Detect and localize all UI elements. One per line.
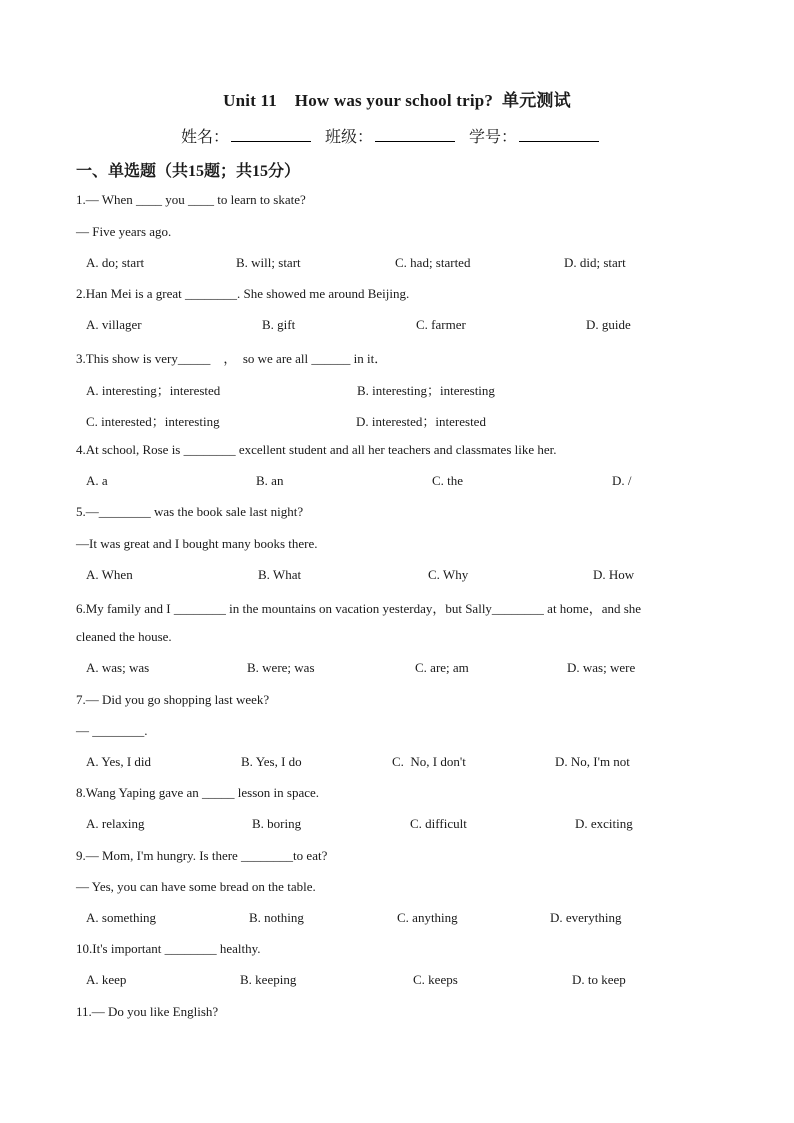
title-suffix: 单元测试 bbox=[502, 91, 571, 110]
section-heading: 一、单选题（共15题；共15分） bbox=[76, 163, 301, 180]
option-c[interactable]: C. are; am bbox=[415, 660, 469, 675]
option-d[interactable]: D. everything bbox=[550, 910, 622, 925]
option-c[interactable]: C. farmer bbox=[416, 317, 466, 332]
option-b[interactable]: B. keeping bbox=[240, 972, 297, 987]
option-b[interactable]: B. nothing bbox=[249, 910, 304, 925]
class-blank[interactable] bbox=[375, 127, 455, 142]
question-11-line-1: 11.— Do you like English? bbox=[76, 1004, 219, 1019]
question-10-options bbox=[86, 972, 736, 990]
title-question: How was your school trip? bbox=[294, 91, 494, 110]
question-1-line-2: — Five years ago. bbox=[76, 224, 172, 239]
option-c[interactable]: C. No, I don't bbox=[392, 754, 466, 769]
title-unit: Unit 11 bbox=[223, 91, 277, 110]
option-d[interactable]: D. guide bbox=[586, 317, 631, 332]
option-d[interactable]: D. exciting bbox=[575, 816, 633, 831]
option-d[interactable]: D. / bbox=[612, 473, 632, 488]
option-a[interactable]: A. do; start bbox=[86, 255, 145, 270]
option-b[interactable]: B. were; was bbox=[247, 660, 315, 675]
option-c[interactable]: C. anything bbox=[397, 910, 458, 925]
option-d[interactable]: D. No, I'm not bbox=[555, 754, 630, 769]
question-8-options bbox=[86, 816, 736, 834]
option-a[interactable]: A. When bbox=[86, 567, 133, 582]
question-6-line-2: cleaned the house. bbox=[76, 629, 172, 644]
option-d[interactable]: D. How bbox=[593, 567, 635, 582]
option-a[interactable]: A. villager bbox=[86, 317, 142, 332]
option-a[interactable]: A. relaxing bbox=[86, 816, 145, 831]
id-label: 学号： bbox=[469, 129, 518, 146]
option-d[interactable]: D. did; start bbox=[564, 255, 626, 270]
option-b[interactable]: B. Yes, I do bbox=[241, 754, 302, 769]
option-d[interactable]: D. was; were bbox=[567, 660, 636, 675]
option-a[interactable]: A. Yes, I did bbox=[86, 754, 152, 769]
question-3-options-row-2 bbox=[86, 411, 736, 429]
option-c[interactable]: C. the bbox=[432, 473, 464, 488]
option-b[interactable]: B. will; start bbox=[236, 255, 301, 270]
question-1-line-1: 1.— When ____ you ____ to learn to skate? bbox=[76, 192, 306, 207]
question-6-options bbox=[86, 660, 736, 678]
option-a[interactable]: A. was; was bbox=[86, 660, 150, 675]
question-6-line-1: 6.My family and I ________ in the mountains on vacation yesterday，but Sally________ at home，and she bbox=[76, 601, 642, 616]
option-d[interactable]: D. interested；interested bbox=[356, 414, 486, 429]
question-7-options bbox=[86, 754, 736, 772]
question-9-line-2: — Yes, you can have some bread on the table. bbox=[76, 879, 316, 894]
name-blank[interactable] bbox=[231, 127, 311, 142]
option-c[interactable]: C. difficult bbox=[410, 816, 467, 831]
student-info bbox=[0, 124, 794, 147]
option-b[interactable]: B. interesting；interesting bbox=[357, 383, 495, 398]
question-1-options bbox=[86, 255, 736, 273]
question-7-line-2: — ________. bbox=[76, 723, 148, 738]
question-2-options bbox=[86, 317, 736, 335]
option-a[interactable]: A. a bbox=[86, 473, 108, 488]
question-5-line-2: —It was great and I bought many books there. bbox=[76, 536, 318, 551]
question-10-line-1: 10.It's important ________ healthy. bbox=[76, 941, 261, 956]
page-title bbox=[0, 86, 794, 111]
option-c[interactable]: C. keeps bbox=[413, 972, 458, 987]
question-9-line-1: 9.— Mom, I'm hungry. Is there ________to eat? bbox=[76, 848, 328, 863]
question-5-options bbox=[86, 567, 736, 585]
question-9-options bbox=[86, 910, 736, 928]
option-d[interactable]: D. to keep bbox=[572, 972, 626, 987]
option-a[interactable]: A. interesting；interested bbox=[86, 383, 221, 398]
question-2-line-1: 2.Han Mei is a great ________. She showed me around Beijing. bbox=[76, 286, 410, 301]
question-7-line-1: 7.— Did you go shopping last week? bbox=[76, 692, 270, 707]
question-3-options-row-1 bbox=[86, 380, 736, 398]
question-4-options bbox=[86, 473, 736, 491]
question-4-line-1: 4.At school, Rose is ________ excellent student and all her teachers and classmates like her. bbox=[76, 442, 557, 457]
option-b[interactable]: B. What bbox=[258, 567, 302, 582]
class-label: 班级： bbox=[324, 129, 373, 146]
name-label: 姓名： bbox=[180, 129, 229, 146]
question-8-line-1: 8.Wang Yaping gave an _____ lesson in space. bbox=[76, 785, 320, 800]
id-blank[interactable] bbox=[519, 127, 599, 142]
option-c[interactable]: C. Why bbox=[428, 567, 469, 582]
option-b[interactable]: B. an bbox=[256, 473, 284, 488]
option-c[interactable]: C. interested；interesting bbox=[86, 414, 220, 429]
option-b[interactable]: B. gift bbox=[262, 317, 296, 332]
question-5-line-1: 5.—________ was the book sale last night? bbox=[76, 504, 304, 519]
option-b[interactable]: B. boring bbox=[252, 816, 302, 831]
option-a[interactable]: A. something bbox=[86, 910, 157, 925]
option-a[interactable]: A. keep bbox=[86, 972, 127, 987]
question-3-line-1: 3.This show is very_____ ， so we are all ______ in it． bbox=[76, 351, 388, 366]
option-c[interactable]: C. had; started bbox=[395, 255, 471, 270]
